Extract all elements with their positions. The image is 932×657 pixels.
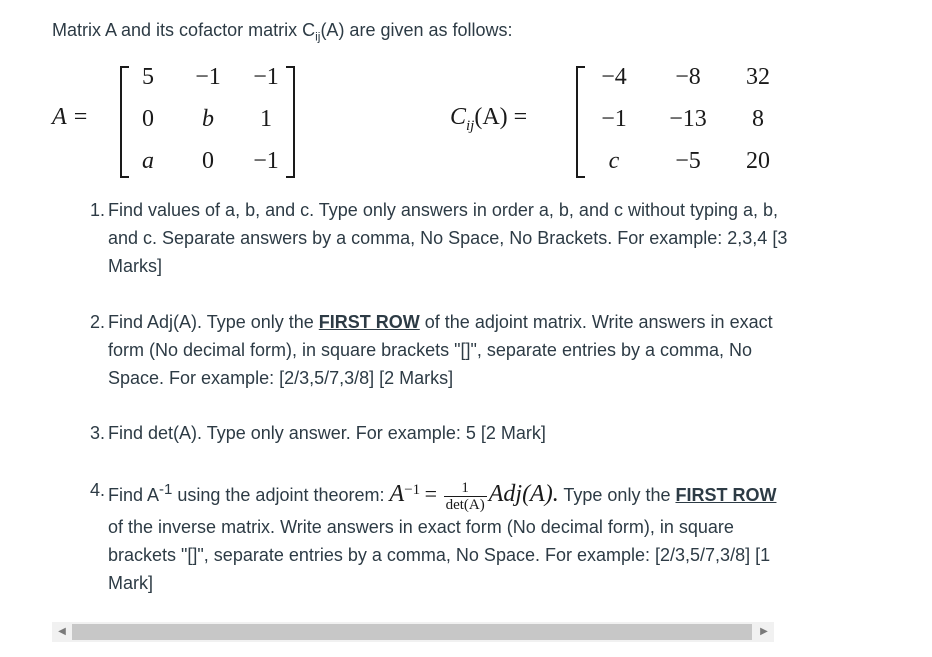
scroll-left-arrow-icon[interactable]: ◀ — [58, 626, 66, 637]
formula-sup: −1 — [404, 482, 421, 498]
matrix-a-cell-0-2: −1 — [253, 64, 279, 90]
question-3 — [90, 419, 790, 447]
formula-fraction — [444, 480, 487, 513]
matrix-a-cell-0-1: −1 — [195, 64, 221, 90]
matrix-c-cell-2-2: 20 — [746, 148, 770, 174]
question-2 — [90, 308, 790, 392]
horizontal-scrollbar[interactable] — [52, 622, 774, 642]
matrix-a-cell-0-0: 5 — [142, 64, 154, 90]
matrix-a-cell-2-1: 0 — [202, 148, 214, 174]
matrix-c-cell-1-1: −13 — [669, 106, 707, 132]
question-4-sup: -1 — [159, 481, 173, 498]
matrix-c-cell-0-0: −4 — [601, 64, 627, 90]
matrix-a-cell-2-2: −1 — [253, 148, 279, 174]
question-4-emphasis: FIRST ROW — [675, 485, 777, 505]
formula-rhs: Adj(A). — [488, 481, 559, 507]
question-4-text-mid: using the adjoint theorem: — [172, 485, 390, 505]
matrix-c-label: $C_{ij}(A)$ = — [450, 104, 528, 134]
fraction-denominator: det(A) — [445, 497, 485, 514]
matrix-c-cell-0-2: 32 — [746, 64, 770, 90]
matrix-c-cell-1-2: 8 — [752, 106, 764, 132]
question-4-text-rest: of the inverse matrix. Write answers in exact form (No decimal form), in square brackets "[]", separate entries by a comma, No Space. For example: [2/3,5/7,3/8] [1 Mark] — [108, 517, 771, 594]
question-4 — [90, 476, 790, 597]
formula-lhs: A — [389, 481, 405, 507]
matrix-c-cell-1-0: −1 — [601, 106, 627, 132]
question-4-number: 4. — [90, 480, 106, 500]
intro-text: Matrix A and its cofactor matrix $C_{ij}(A)$ are given as follows: — [52, 20, 513, 44]
matrix-a-cell-1-0: 0 — [142, 106, 154, 132]
scrollbar-thumb[interactable] — [72, 624, 752, 640]
matrix-a-cell-2-0: a — [142, 148, 154, 174]
matrix-c-cell-2-1: −5 — [675, 148, 701, 174]
question-1-text: Find values of a, b, and c. Type only answers in order a, b, and c without typing a, b, and c. Separate answers by a comma, No Space, No Brackets. For example: 2,3,4 [3 Marks] — [108, 200, 788, 276]
question-2-number: 2. — [90, 312, 106, 332]
question-1-number: 1. — [90, 200, 106, 220]
inverse-formula — [389, 480, 559, 514]
question-1 — [90, 196, 790, 280]
question-2-emphasis: FIRST ROW — [318, 312, 420, 332]
scroll-right-arrow-icon[interactable]: ▶ — [760, 626, 768, 637]
matrix-a-cell-1-2: 1 — [260, 106, 272, 132]
question-3-number: 3. — [90, 423, 106, 443]
matrix-c-cell-0-1: −8 — [675, 64, 701, 90]
question-2-text-rest: of the adjoint matrix. Write answers in exact form (No decimal form), in square brackets "[]", separate entries by a comma, No Space. For example: [2/3,5/7,3/8] [2 Marks] — [108, 312, 773, 388]
question-4-text-after: Type only the — [558, 485, 676, 505]
question-2-text: Find Adj(A). Type only the — [108, 312, 319, 332]
formula-eq: = — [424, 481, 438, 506]
matrix-a-cell-1-1: b — [202, 106, 214, 132]
question-3-text: Find det(A). Type only answer. For example: 5 [2 Mark] — [108, 423, 546, 443]
matrix-a-label: A = — [52, 104, 89, 130]
question-4-text: Find A — [108, 485, 160, 505]
fraction-numerator: 1 — [444, 480, 487, 497]
matrix-c-cell-2-0: c — [608, 148, 620, 174]
